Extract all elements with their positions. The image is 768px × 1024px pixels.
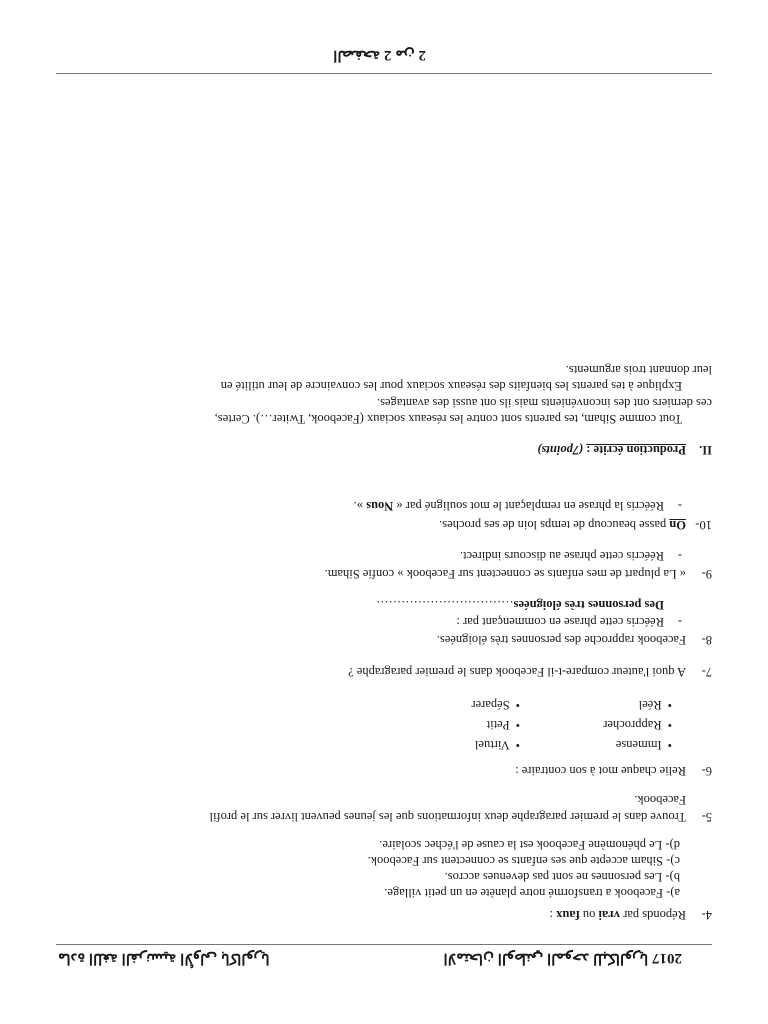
q7-number: 7- — [701, 665, 712, 679]
q4-suffix: : — [549, 908, 557, 922]
q7-text: A quoi l'auteur compare-t-il Facebook dans le premier paragraphe ? — [348, 665, 686, 679]
header-subject: مادة اللغة الفرنسية الأولى باكالوريا — [58, 950, 270, 966]
header-rule — [56, 944, 712, 945]
q6-left-word-1: • Immense — [616, 737, 672, 752]
production-title: Production écrite : — [586, 443, 686, 457]
q8-instruction-text: Réécris cette phrase en commençant par : — [456, 615, 664, 629]
q4-ou: ou — [579, 908, 599, 922]
footer-rule — [56, 73, 712, 74]
q8-start: Des personnes très éloignées — [513, 598, 664, 612]
q7-line — [348, 664, 712, 679]
q8-instruction: -Réécris cette phrase en commençant par : — [456, 615, 682, 629]
q6-right-word-1: • Virtuel — [475, 737, 520, 752]
q6-right-word-3: • Séparer — [471, 697, 520, 712]
q9-line — [325, 566, 712, 581]
q5-line2: Facebook. — [634, 793, 686, 807]
production-heading — [537, 442, 712, 457]
q5-number: 5- — [701, 810, 712, 824]
q4-item-d: d)- Le phénomène Facebook est la cause de l'échec scolaire. — [379, 838, 680, 852]
q8-line — [437, 632, 712, 647]
q5-text: Trouve dans le premier paragraphe deux informations que les jeunes peuvent livrer sur le profil — [209, 810, 686, 824]
q9-text: « La plupart de mes enfants se connectent sur Facebook » confie Siham. — [324, 567, 686, 581]
production-para1-line2: ces derniers ont des inconvénients mais ils ont aussi des avantages. — [377, 396, 712, 410]
q4-item-a: a)- Facebook a transformé notre planète en un petit village. — [384, 886, 680, 900]
q4-number: 4- — [701, 908, 712, 922]
q4-item-b: b)- Les personnes ne sont pas devenues accros. — [444, 870, 680, 884]
q10-rest: passe beaucoup de temps loin de ses proches. — [439, 518, 670, 532]
q10-instruction-pre: Réécris la phrase en remplaçant le mot souligné par « — [393, 499, 664, 513]
q9-instruction: -Réécris cette phrase au discours indirect. — [459, 549, 682, 563]
q4-vrai: vrai — [598, 908, 621, 922]
footer-page-number: الصفحة 2 من 2 — [333, 47, 426, 63]
q4-line — [550, 907, 712, 922]
q6-text: Relie chaque mot à son contraire : — [515, 764, 686, 778]
q6-line — [515, 763, 712, 778]
q10-instruction-post: ». — [353, 499, 367, 513]
q6-left-word-3: • Réel — [639, 697, 672, 712]
q8-text: Facebook rapproche des personnes très éloignées. — [436, 633, 686, 647]
production-number: II. — [699, 443, 712, 457]
q6-number: 6- — [701, 764, 712, 778]
q10-instruction: -Réécris la phrase en remplaçant le mot souligné par « Nous ». — [353, 499, 682, 513]
q10-on: On — [669, 518, 686, 532]
header-exam-title: 2017 الامتحان الوطني الموحد للبكالوريا — [443, 950, 682, 966]
q4-prefix: Réponds par — [620, 908, 686, 922]
q4-item-c: c)- Siham accepte que ses enfants se connectent sur Facebook. — [367, 854, 680, 868]
q9-number: 9- — [701, 567, 712, 581]
q6-right-word-2: • Petit — [487, 717, 520, 732]
production-points: (7points) — [537, 443, 587, 457]
q8-answer-line — [376, 597, 664, 612]
q8-dots: …………………………… — [376, 598, 514, 612]
q10-number: 10- — [695, 518, 712, 532]
q5-line1 — [210, 809, 712, 824]
q8-number: 8- — [701, 633, 712, 647]
production-para1-line1: Tout comme Siham, tes parents sont contre les réseaux sociaux (Facebook, Twiter…). Certes, — [214, 412, 682, 426]
production-para2-line2: leur donnant trois arguments. — [565, 363, 712, 377]
production-para2-line1: Explique à tes parents les bienfaits des réseaux sociaux pour les convaincre de leur utilité en — [220, 379, 682, 393]
q6-left-word-2: • Rapprocher — [603, 717, 672, 732]
q10-line — [439, 517, 712, 532]
q10-nous: Nous — [366, 499, 394, 513]
q9-instruction-text: Réécris cette phrase au discours indirect. — [459, 549, 664, 563]
q4-faux: faux — [556, 908, 580, 922]
